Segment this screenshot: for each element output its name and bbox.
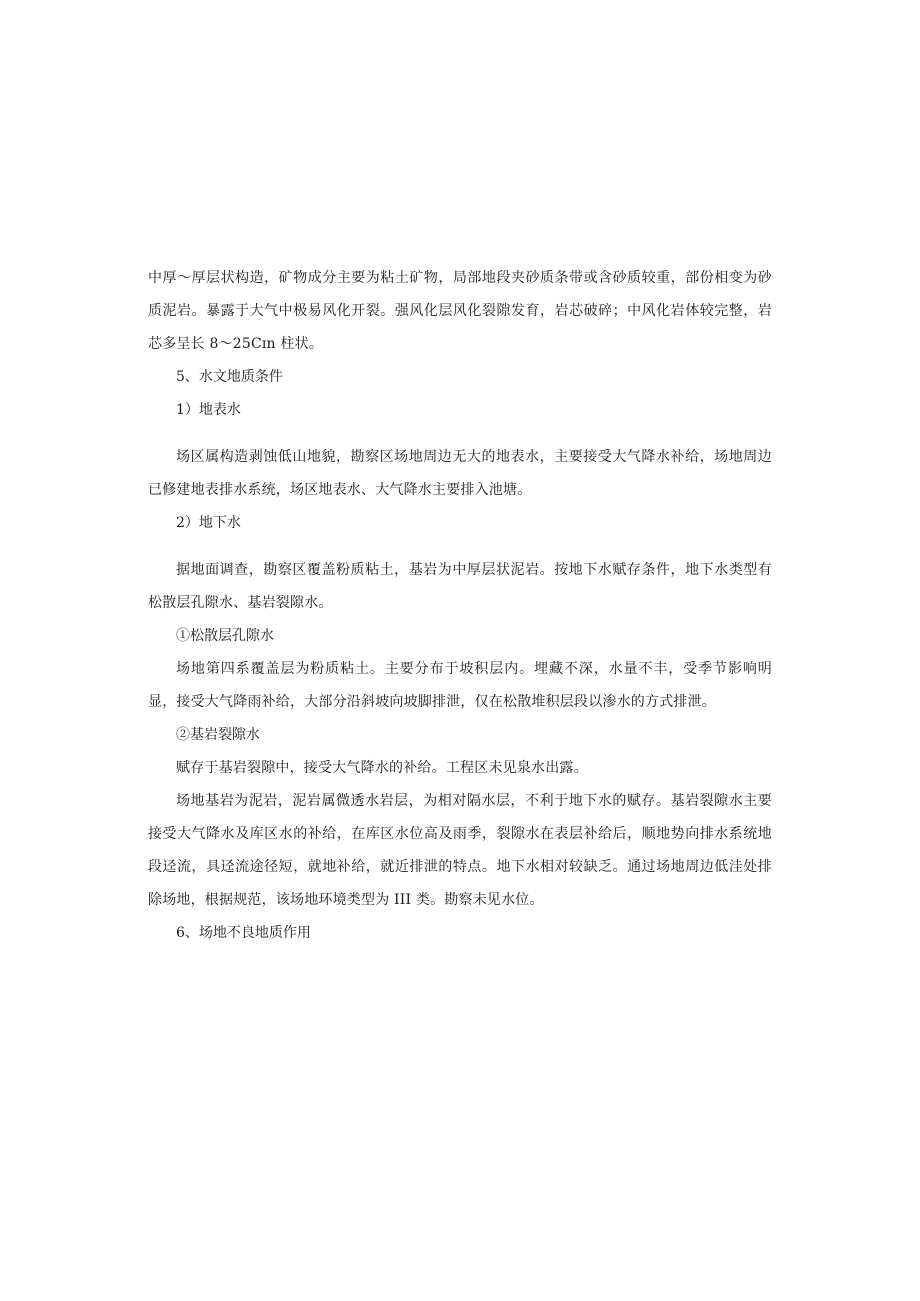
paragraph-fissure-water: 赋存于基岩裂隙中，接受大气降水的补给。工程区未见泉水出露。 [176,760,588,776]
paragraph-rock-description: 中厚～厚层状构造，矿物成分主要为粘土矿物，局部地段夹砂质条带或含砂质较重，部份相变为砂质泥岩。暴露于大气中极易风化开裂。强风化层风化裂隙发育，岩芯破碎；中风化岩体较完整，岩芯多呈长 8～25Cɪn 柱状。 [148,270,772,352]
section-heading-hydrogeology: 5、水文地质条件 [176,369,283,385]
section-heading-adverse-geology: 6、场地不良地质作用 [176,925,311,941]
paragraph-pore-water: 场地第四系覆盖层为粉质粘土。主要分布于坡积层内。埋藏不深，水量不丰，受季节影响明显，接受大气降雨补给，大部分沿斜坡向坡脚排泄，仅在松散堆积层段以渗水的方式排泄。 [148,661,772,710]
paragraph-surface-water: 场区属构造剥蚀低山地貌，勘察区场地周边无大的地表水，主要接受大气降水补给，场地周边已修建地表排水系统，场区地表水、大气降水主要排入池塘。 [148,449,772,498]
item-heading-pore-water: ①松散层孔隙水 [176,628,274,644]
paragraph-bedrock-water: 场地基岩为泥岩，泥岩属微透水岩层，为相对隔水层，不利于地下水的赋存。基岩裂隙水主要接受大气降水及库区水的补给，在库区水位高及雨季，裂隙水在表层补给后，顺地势向排水系统地段迳流，具迳流途径短，就地补给，就近排泄的特点。地下水相对较缺乏。通过场地周边低洼处排除场地，根据规范，该场地环境类型为 III 类。勘察未见水位。 [148,793,772,908]
item-heading-fissure-water: ②基岩裂隙水 [176,727,260,743]
subsection-heading-groundwater: 2）地下水 [176,515,241,531]
document-body [148,262,772,950]
subsection-heading-surface-water: 1）地表水 [176,402,241,418]
paragraph-groundwater: 据地面调查，勘察区覆盖粉质粘土，基岩为中厚层状泥岩。按地下水赋存条件，地下水类型有松散层孔隙水、基岩裂隙水。 [148,562,772,611]
